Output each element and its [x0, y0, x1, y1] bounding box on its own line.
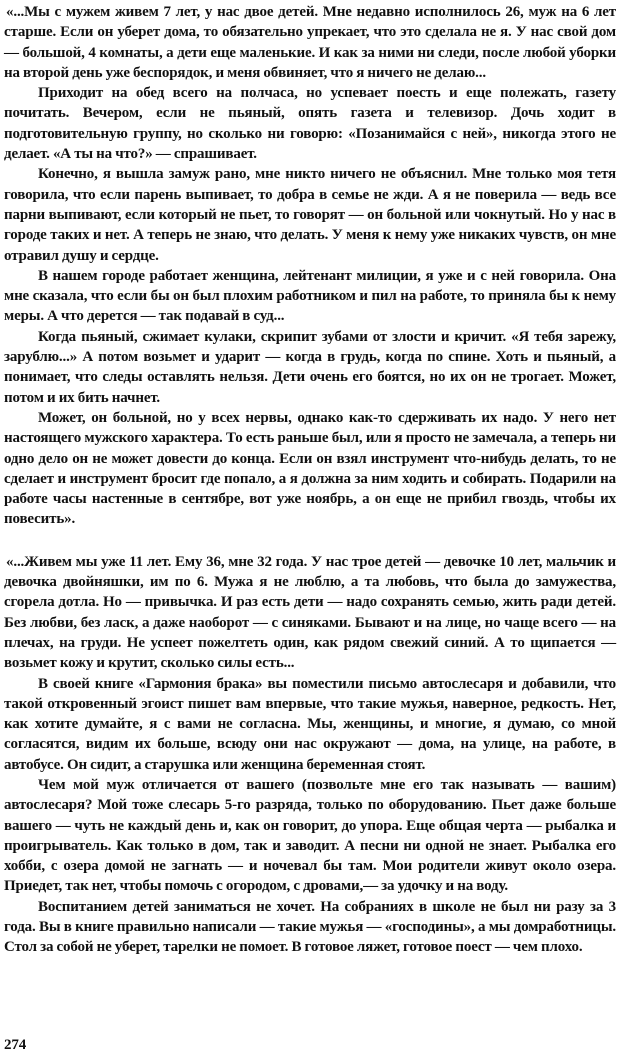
paragraph: В своей книге «Гармония брака» вы поместили письмо автослесаря и добавили, что такой откровенный эгоист пишет вам впервые, что такие мужья, наверное, редкость. Нет, как хотите думайте, я с вами не согласна. Мы, женщины, и многие, я думаю, со мной согласятся, видим их больше, всюду они нас окружают — дома, на улице, на работе, в автобусе. Он сидит, а старушка или женщина беременная стоят. — [4, 675, 616, 773]
paragraph: Чем мой муж отличается от вашего (позвольте мне его так называть — вашим) автослесаря? Мой тоже слесарь 5-го разряда, только по оборудованию. Пьет даже больше вашего — чуть не каждый день и, как он говорит, до упора. Еще общая черта — рыбалка и проигрыватель. Как только в дом, так и заводит. А песни ни одной не знает. Рыбалка его хобби, с озера домой не загнать — и ночевал бы там. Мои родители живут около озера. Приедет, так нет, чтобы помочь с огородом, с дровами,— за удочку и на воду. — [4, 776, 616, 895]
paragraph: Конечно, я вышла замуж рано, мне никто ничего не объяснил. Мне только моя тетя говорила, что если парень выпивает, то добра в семье не жди. А я не поверила — ведь все парни выпивают, если который не пьет, то говорят — он больной или чокнутый. Но у нас в городе таких и нет. А теперь не знаю, что делать. У меня к нему уже никаких чувств, он мне отравил душу и сердце. — [4, 166, 616, 264]
paragraph: Воспитанием детей заниматься не хочет. На собраниях в школе не был ни разу за 3 года. Вы в книге правильно написали — такие мужья — «господины», а мы домработницы. Стол за собой не уберет, тарелки не помоет. В готовое ляжет, готовое поест — чем плохо. — [4, 898, 616, 956]
book-page — [4, 0, 616, 1061]
paragraph: «...Мы с мужем живем 7 лет, у нас двое детей. Мне недавно исполнилось 26, муж на 6 лет старше. Если он уберет дома, то обязательно упрекает, что это сделала не я. У нас свой дом — большой, 4 комнаты, а дети еще маленькие. И как за ними ни следи, после любой уборки на второй день уже беспорядок, и меня обвиняет, что я ничего не делаю... — [4, 4, 616, 81]
paragraph: В нашем городе работает женщина, лейтенант милиции, я уже и с ней говорила. Она мне сказала, что если бы он был плохим работником и пил на работе, то приняла бы к нему меры. А что дерется — так подавай в суд... — [4, 267, 616, 325]
paragraph: Приходит на обед всего на полчаса, но успевает поесть и еще полежать, газету почитать. Вечером, если не пьяный, опять газета и телевизор. Дочь ходит в подготовительную группу, но сколько ни говорю: «Позанимайся с ней», никогда этого не делает. «А ты на что?» — спрашивает. — [4, 85, 616, 163]
letter-block-first — [4, 2, 616, 530]
letter-block-second — [4, 552, 616, 958]
paragraph: Может, он больной, но у всех нервы, однако как-то сдерживать их надо. У него нет настоящего мужского характера. То есть раньше был, или я просто не замечала, а теперь ни одно дело он не может довести до конца. Если он взял инструмент что-нибудь делать, то не сделает и инструмент бросит где попало, а я должна за ним ходить и собирать. Подарили на работе часы настенные в сентябре, вот уже ноябрь, а он еще не прибил гвоздь, чтобы их повесить». — [4, 409, 616, 528]
paragraph: «...Живем мы уже 11 лет. Ему 36, мне 32 года. У нас трое детей — девочке 10 лет, мальчик и девочка двойняшки, им по 6. Мужа я не люблю, а та любовь, что была до замужества, сгорела дотла. Но — привычка. И раз есть дети — надо сохранять семью, жить ради детей. Без любви, без ласк, а даже наоборот — с синяками. Бывают и на лице, но чаще всего — на плечах, на груди. Не успеет пожелтеть один, как рядом свежий синий. А то щипается — возьмет кожу и крутит, сколько силы есть... — [4, 553, 616, 672]
page-number: 274 — [4, 1037, 27, 1053]
paragraph: Когда пьяный, сжимает кулаки, скрипит зубами от злости и кричит. «Я тебя зарежу, зарублю...» А потом возьмет и ударит — когда в грудь, когда по спине. Хоть и пьяный, а понимает, что следы оставлять нельзя. Дети очень его боятся, но их он не трогает. Может, потом и их бить начнет. — [4, 328, 616, 406]
